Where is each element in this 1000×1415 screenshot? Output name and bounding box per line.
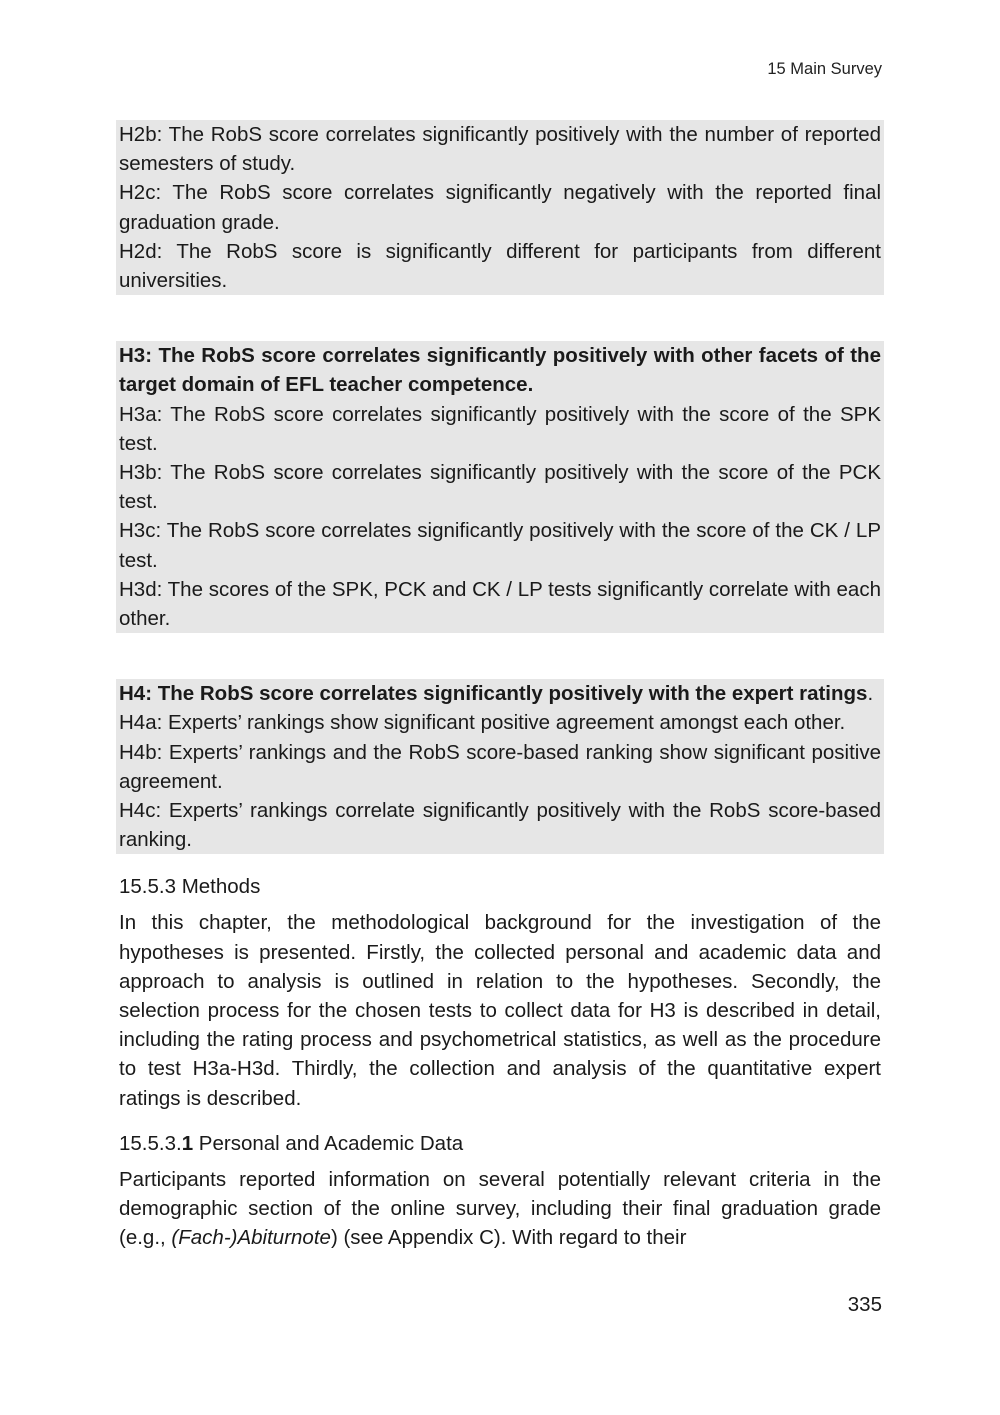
page-content	[116, 120, 884, 1253]
hypothesis-h2c: H2c: The RobS score correlates significantly negatively with the reported final graduation grade.	[119, 181, 881, 234]
hypothesis-box-h2	[116, 120, 884, 295]
paragraph-start: Participants reported information on several potentially relevant criteria in the demographic section of the online survey, including their final graduation grade (e.g.,	[119, 1167, 881, 1250]
hypothesis-h4a: H4a: Experts’ rankings show significant positive agreement amongst each other.	[119, 711, 846, 735]
hypothesis-h3: H3: The RobS score correlates significantly positively with other facets of the target domain of EFL teacher competence.	[119, 344, 881, 397]
page-number: 335	[847, 1293, 882, 1316]
running-header: 15 Main Survey	[767, 60, 882, 78]
hypothesis-h3c: H3c: The RobS score correlates significantly positively with the score of the CK / LP test.	[119, 519, 881, 572]
hypothesis-h4c: H4c: Experts’ rankings correlate significantly positively with the RobS score-based ranking.	[119, 799, 881, 852]
hypothesis-box-h4	[116, 679, 884, 854]
personal-data-paragraph	[116, 1165, 884, 1253]
hypothesis-h2b: H2b: The RobS score correlates significantly positively with the number of reported semesters of study.	[119, 123, 881, 176]
hypothesis-h4-end: .	[867, 682, 874, 706]
hypothesis-box-h3	[116, 341, 884, 633]
section-heading-methods: 15.5.3 Methods	[119, 875, 261, 899]
heading-number: 15.5.3.	[119, 1131, 182, 1155]
hypothesis-h3a: H3a: The RobS score correlates significantly positively with the score of the SPK test.	[119, 402, 881, 455]
hypothesis-h3b: H3b: The RobS score correlates significantly positively with the score of the PCK test.	[119, 461, 881, 514]
paragraph-end: ) (see Appendix C). With regard to their	[330, 1226, 687, 1250]
hypothesis-h4b: H4b: Experts’ rankings and the RobS score-based ranking show significant positive agreement.	[119, 740, 881, 793]
methods-paragraph: In this chapter, the methodological background for the investigation of the hypotheses is presented. Firstly, the collected personal and academic data and approach to analysis is outlined in relation to the hypotheses. Secondly, the selection process for the chosen tests to collect data for H3 is described in detail, including the rating process and psychometrical statistics, as well as the procedure to test H3a-H3d. Thirdly, the collection and analysis of the quantitative expert ratings is described.	[119, 911, 881, 1110]
heading-title: Personal and Academic Data	[193, 1131, 464, 1155]
section-heading-personal-data	[116, 1129, 884, 1158]
hypothesis-h4	[119, 679, 881, 708]
paragraph-italic-term: (Fach-)Abiturnote	[171, 1226, 331, 1250]
hypothesis-h4-bold: H4: The RobS score correlates significantly positively with the expert ratings	[119, 682, 868, 706]
hypothesis-h3d: H3d: The scores of the SPK, PCK and CK / LP tests significantly correlate with each other.	[119, 577, 881, 631]
heading-number-bold: 1	[181, 1131, 194, 1155]
hypothesis-h2d: H2d: The RobS score is significantly different for participants from different universities.	[119, 239, 881, 293]
